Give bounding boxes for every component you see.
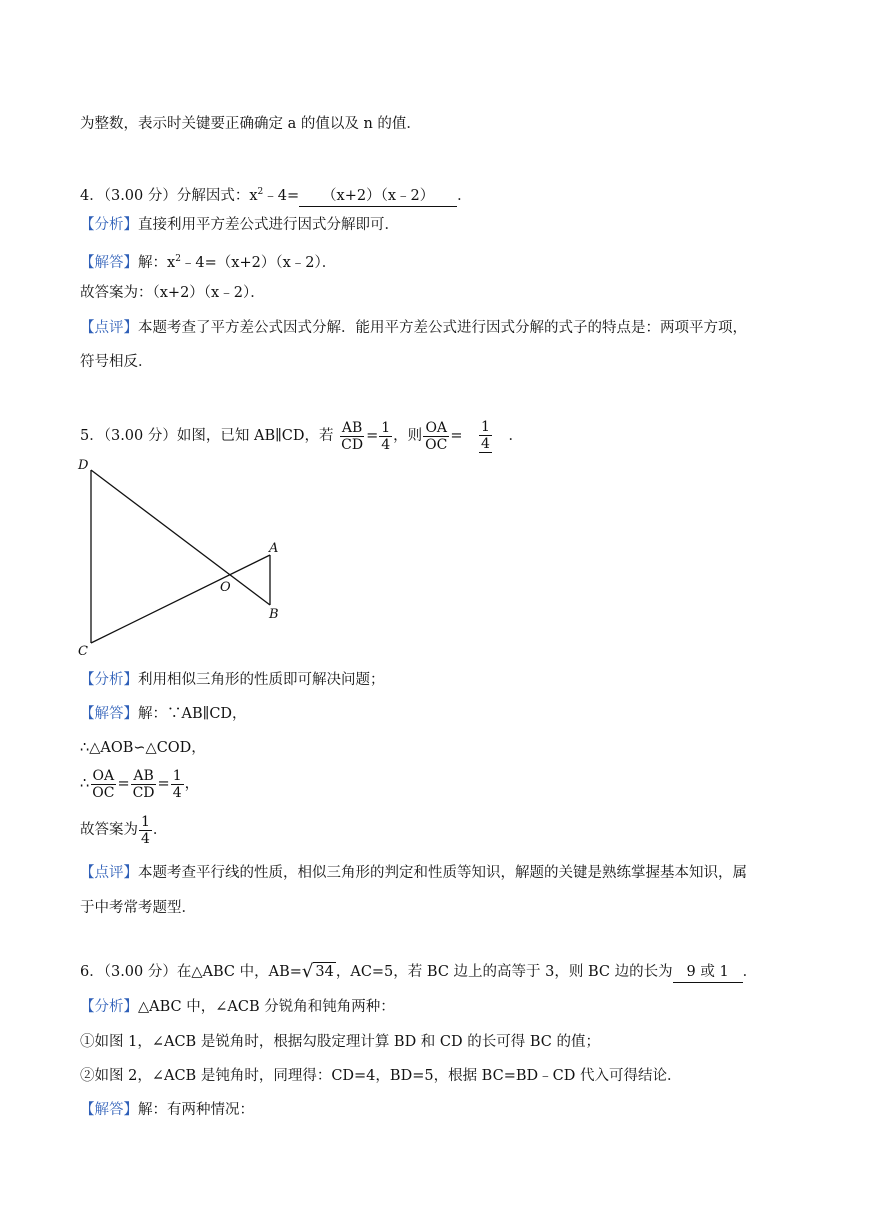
solution-tag: 【解答】 [80,706,138,722]
label-b: B [269,607,279,622]
comment-tag: 【点评】 [80,865,138,881]
q5-comment-text: 本题考查平行线的性质，相似三角形的判定和性质等知识，解题的关键是熟练掌握基本知识，属 [138,865,747,881]
q5-final-fraction [139,814,152,847]
eq-sign: = [157,776,170,792]
analysis-tag: 【分析】 [80,672,138,688]
frac-num: 1 [141,813,150,830]
q4-solution-eq: ﹣4=（x+2）（x﹣2）． [180,254,337,271]
q4-stem-text: 4．（3.00 分）分解因式：x [80,187,258,204]
q5-given-value [379,420,392,453]
q4-analysis [80,215,789,235]
intro-line: 为整数，表示时关键要正确确定 a 的值以及 n 的值． [80,116,421,132]
label-a: A [269,541,279,556]
frac-num: 1 [481,419,490,435]
q4-stem-end: ． [457,187,472,204]
q4-comment [80,318,789,338]
q4-analysis-text: 直接利用平方差公式进行因式分解即可． [138,217,399,233]
q5-solution-text: 解：∵AB∥CD， [138,706,247,722]
frac-den: 4 [381,436,391,453]
q5-answer-fraction [479,419,492,453]
frac-num: 1 [172,767,182,784]
comment-tag: 【点评】 [80,320,138,336]
q4-comment-cont: 符号相反． [80,354,153,370]
q6-case2: ②如图 2，∠ACB 是钝角时，同理得：CD=4，BD=5，根据 BC=BD﹣CD 代入可得结论． [80,1068,682,1084]
q5-final [80,812,789,848]
q5-step3: ∴ $\frac{OA}{OC}$ = $\frac{AB}{CD}$ = $\frac{1}{4}$ ， [80,767,200,801]
q6-stem-text: 6．（3.00 分）在△ABC 中，AB= [80,964,302,980]
segment-db [91,470,270,605]
frac-den: OC [92,784,115,801]
q4-solution-text: 解：x [138,254,176,271]
frac-num: AB [341,419,363,436]
frac-num: OA [92,767,115,784]
q5-ask-fraction [423,420,449,453]
q5-solution [80,704,789,724]
label-o: O [220,580,231,595]
q6-stem [80,962,789,983]
radicand: 34 [315,964,334,980]
radical-sign: √ [301,961,314,982]
eq-sign: = [366,428,379,444]
q4-final: 故答案为：（x+2）（x﹣2）． [80,285,265,301]
q5-stem-end: ． [508,428,524,444]
q4-stem [80,182,789,207]
q6-solution [80,1100,789,1120]
q6-stem-end: ． [742,964,758,980]
segment-ca [91,555,270,643]
solution-tag: 【解答】 [80,1102,138,1118]
q4-solution-exponent: 2 [175,254,181,264]
frac-num: 1 [381,419,391,436]
frac-den: CD [341,436,364,453]
frac-den: 4 [481,436,490,452]
q5-stem-text: 5．（3.00 分）如图，已知 AB∥CD，若 [80,428,334,444]
analysis-tag: 【分析】 [80,217,138,233]
label-c: C [78,644,88,659]
label-d: D [78,458,89,473]
q6-analysis [80,997,789,1017]
eq-sign: = [450,428,463,444]
frac-den: 4 [141,830,150,847]
frac-num: OA [425,419,448,436]
q4-answer-blank: （x+2）（x﹣2） [299,186,457,207]
q5-stem-mid: ，则 [393,428,423,444]
q5-one-quarter [171,768,184,801]
q5-figure [70,455,300,660]
frac-num: AB [133,767,154,784]
q6-analysis-text: △ABC 中，∠ACB 分锐角和钝角两种： [138,999,395,1015]
q5-comment-cont: 于中考常考题型． [80,900,196,916]
q5-analysis-text: 利用相似三角形的性质即可解决问题； [138,672,385,688]
q5-final-text: 故答案为 [80,822,138,838]
q5-oa-oc [90,768,116,801]
q5-stem [80,418,789,454]
q4-exponent: 2 [257,187,264,197]
q6-sqrt [302,962,336,982]
q5-step2: ∴△AOB∽△COD， [80,740,206,756]
q6-answer-blank: 9 或 1 [673,962,743,983]
q5-given-fraction [339,420,365,453]
q5-comment [80,863,789,883]
q4-stem-eq: ﹣4= [263,187,300,204]
frac-den: CD [132,784,155,801]
q6-case1: ①如图 1，∠ACB 是锐角时，根据勾股定理计算 BD 和 CD 的长可得 BC 的值； [80,1034,600,1050]
frac-den: 4 [172,784,182,801]
q4-comment-text: 本题考查了平方差公式因式分解．能用平方差公式进行因式分解的式子的特点是：两项平方项， [138,320,747,336]
q6-stem-rest: ，AC=5，若 BC 边上的高等于 3，则 BC 边的长为 [335,964,673,980]
frac-den: OC [425,436,448,453]
q5-answer-blank [463,418,509,454]
solution-tag: 【解答】 [80,254,138,271]
q5-analysis [80,670,789,690]
therefore-sign: ∴ [80,776,90,792]
q6-solution-text: 解：有两种情况： [138,1102,254,1118]
q5-final-end: ． [152,822,168,838]
q5-ab-cd [131,768,157,801]
analysis-tag: 【分析】 [80,999,138,1015]
q4-solution [80,249,789,273]
eq-sign: = [117,776,130,792]
